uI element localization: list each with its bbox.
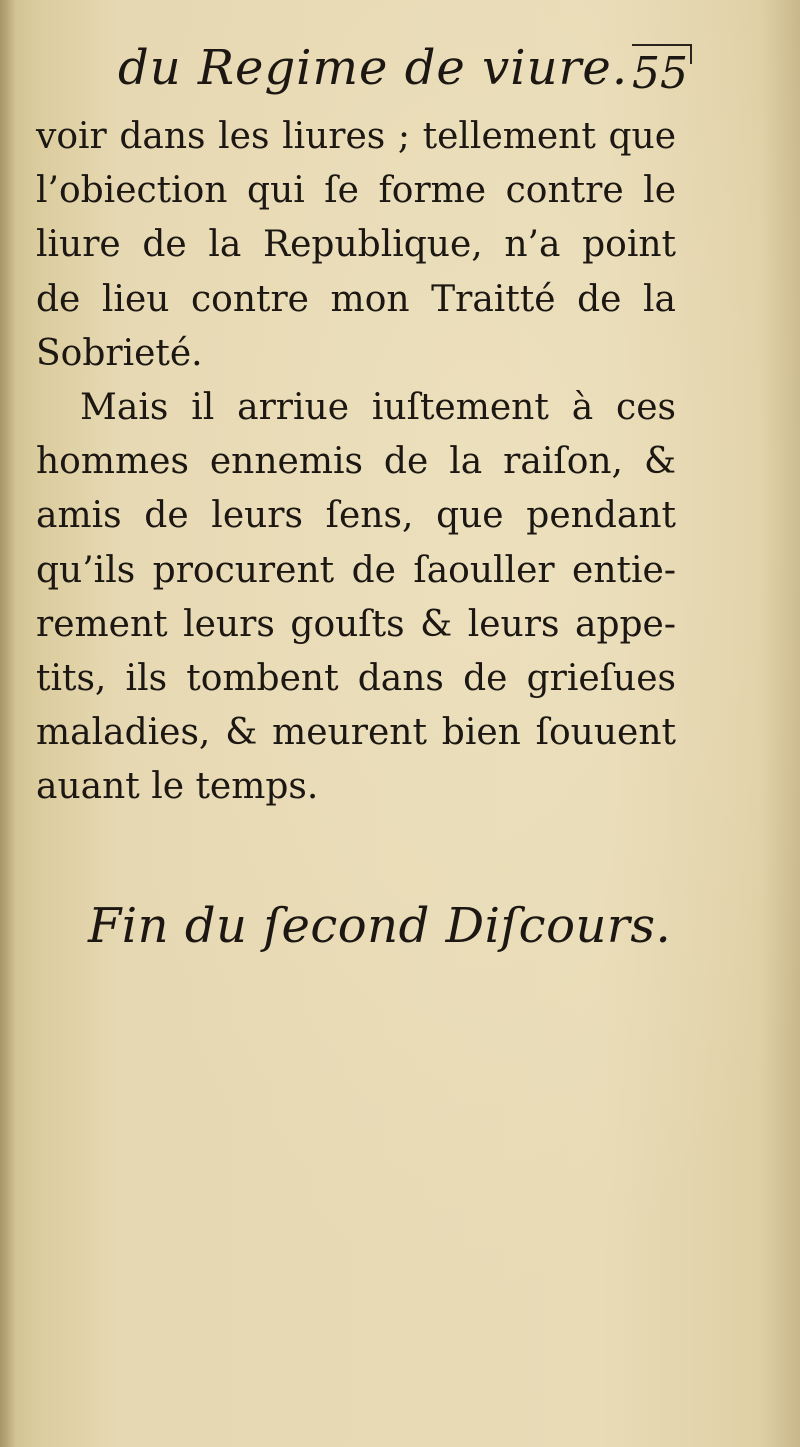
text-line: Mais il arriue iuſtement à ces — [80, 386, 676, 428]
page-number: 55 — [632, 48, 688, 99]
body-text — [36, 110, 676, 814]
text-line: qu’ils procurent de ſaouller entie- — [36, 549, 676, 591]
text-line: rement leurs gouſts & leurs appe- — [36, 603, 676, 645]
text-line: voir dans les liures ; tellement que — [36, 116, 676, 157]
text-line: auant le temps. — [36, 766, 319, 808]
paragraph-1 — [36, 110, 676, 381]
text-line: de lieu contre mon Traitté de la — [36, 278, 676, 320]
text-line: tits, ils tombent dans de grieſues — [36, 657, 676, 699]
text-line: hommes ennemis de la raiſon, & — [36, 441, 676, 483]
text-line: maladies, & meurent bien ſouuent — [36, 712, 676, 754]
running-head: du Regime de viure. — [118, 40, 629, 96]
text-line: amis de leurs ſens, que pendant — [36, 495, 676, 537]
closing-line: Fin du ſecond Diſcours. — [88, 898, 672, 954]
page-gutter-shadow — [0, 0, 16, 1447]
text-line: l’obiection qui ſe forme contre le — [36, 170, 676, 212]
text-line: liure de la Republique, n’a point — [36, 224, 676, 266]
page-header — [118, 40, 688, 110]
text-line: Sobrieté. — [36, 332, 203, 374]
paragraph-2 — [36, 381, 676, 815]
